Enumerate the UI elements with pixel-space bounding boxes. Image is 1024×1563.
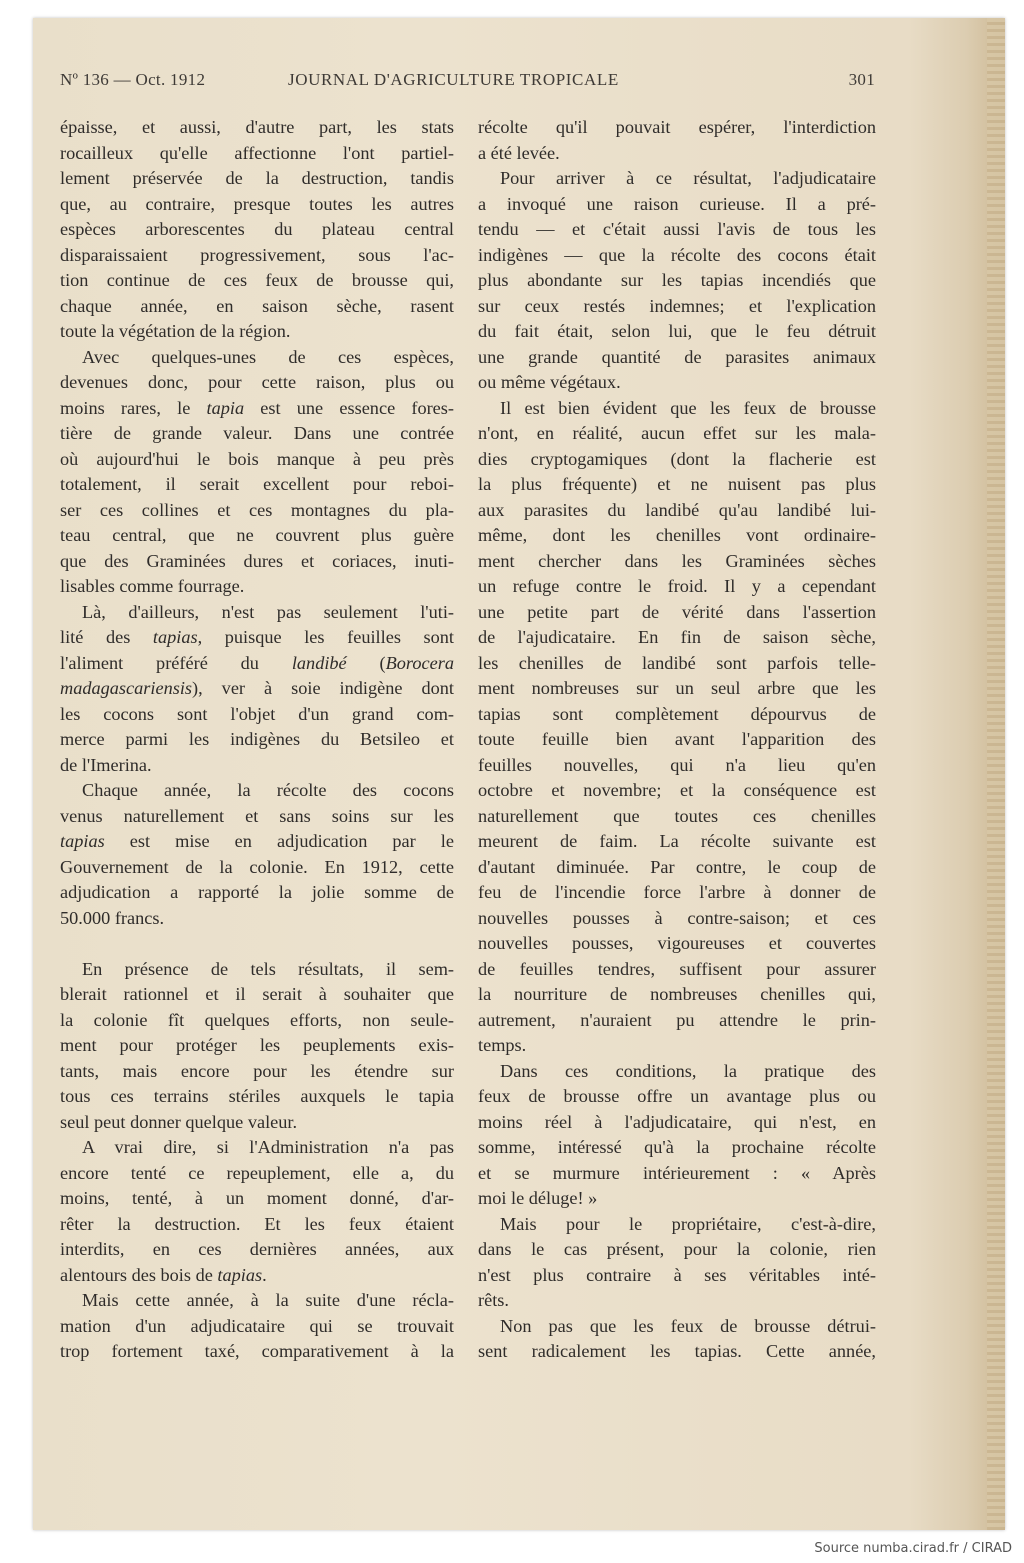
text-line: feuilles nouvelles, qui n'a lieu qu'en bbox=[478, 754, 876, 775]
paragraph bbox=[478, 1059, 876, 1212]
column-left bbox=[60, 115, 454, 1365]
text-line: où aujourd'hui le bois manque à peu près bbox=[60, 448, 454, 469]
italic-term: madagascariensis bbox=[60, 678, 193, 698]
text-line: meurent de faim. La récolte suivante est bbox=[478, 831, 876, 851]
text-line: En présence de tels résultats, il sem- bbox=[82, 958, 454, 979]
text-line: A vrai dire, si l'Administration n'a pas bbox=[82, 1137, 454, 1157]
text-line: épaisse, et aussi, d'autre part, les stats bbox=[60, 117, 454, 137]
text-line: Mais cette année, à la suite d'une récla- bbox=[82, 1290, 454, 1310]
text-line: temps. bbox=[478, 1035, 527, 1055]
text-line: ment nombreuses sur un seul arbre que les bbox=[478, 678, 876, 698]
text-line: moi le déluge! » bbox=[478, 1188, 598, 1208]
text-line: ser ces collines et ces montagnes du pla- bbox=[60, 499, 454, 520]
text-line: Non pas que les feux de brousse détrui- bbox=[500, 1315, 876, 1336]
text-line: teau central, que ne couvrent plus guère bbox=[60, 525, 454, 545]
paragraph bbox=[478, 115, 876, 166]
text-line: blerait rationnel et il serait à souhaiter que bbox=[60, 984, 454, 1004]
text-line: rocailleux qu'elle affectionne l'ont partiel- bbox=[60, 142, 454, 163]
text-line: merce parmi les indigènes du Betsileo et bbox=[60, 729, 454, 749]
text-line: sent radicalement les tapias. Cette année, bbox=[478, 1341, 876, 1361]
text-line: moins réel à l'adjudicataire, qui n'est, en bbox=[478, 1111, 876, 1132]
text-line: n'ont, en réalité, aucun effet sur les mala- bbox=[478, 423, 876, 443]
paragraph bbox=[60, 1288, 454, 1365]
text-line: une petite part de vérité dans l'assertion bbox=[478, 601, 876, 622]
paragraph bbox=[60, 1135, 454, 1288]
italic-term: tapias bbox=[152, 627, 198, 647]
text-line: devenues donc, pour cette raison, plus ou bbox=[60, 372, 454, 392]
issue-label: Nº 136 — Oct. 1912 bbox=[60, 70, 206, 89]
text-line: tous ces terrains stériles auxquels le tapia bbox=[60, 1086, 454, 1106]
text-line: trop fortement taxé, comparativement à la bbox=[60, 1341, 454, 1361]
text-line: lité des tapias, puisque les feuilles sont bbox=[60, 627, 454, 647]
text-line: récolte qu'il pouvait espérer, l'interdiction bbox=[478, 117, 876, 137]
text-line: Dans ces conditions, la pratique des bbox=[500, 1060, 876, 1081]
text-line: sur ceux restés indemnes; et l'explication bbox=[478, 295, 876, 316]
paragraph bbox=[478, 396, 876, 1059]
text-line: somme, intéressé qu'à la prochaine récolte bbox=[478, 1137, 876, 1157]
text-line: disparaissaient progressivement, sous l'ac- bbox=[60, 244, 454, 265]
text-line: que, au contraire, presque toutes les autres bbox=[60, 193, 454, 214]
source-credit: Source numba.cirad.fr / CIRAD bbox=[814, 1541, 1012, 1556]
text-line: tion continue de ces feux de brousse qui, bbox=[60, 270, 454, 290]
text-line: ment chercher dans les Graminées sèches bbox=[478, 550, 876, 571]
text-line: nouvelles pousses à contre-saison; et ces bbox=[478, 907, 876, 928]
text-line: totalement, il serait excellent pour reboi- bbox=[60, 474, 454, 494]
text-line: les chenilles de landibé sont parfois telle- bbox=[478, 652, 876, 673]
text-line: interdits, en ces dernières années, aux bbox=[60, 1239, 454, 1259]
text-line: indigènes — que la récolte des cocons était bbox=[478, 244, 876, 265]
paragraph bbox=[60, 345, 454, 600]
paragraph bbox=[60, 115, 454, 345]
text-line: Gouvernement de la colonie. En 1912, cette bbox=[60, 856, 454, 877]
text-line: lisables comme fourrage. bbox=[60, 576, 245, 596]
text-line: seul peut donner quelque valeur. bbox=[60, 1111, 298, 1132]
text-line: adjudication a rapporté la jolie somme de bbox=[60, 882, 454, 902]
text-line: tapias est mise en adjudication par le bbox=[60, 831, 454, 851]
running-header bbox=[60, 70, 875, 96]
text-line: tière de grande valeur. Dans une contrée bbox=[60, 423, 454, 443]
text-line: toute feuille bien avant l'apparition des bbox=[478, 729, 876, 749]
text-line: une grande quantité de parasites animaux bbox=[478, 346, 876, 367]
paragraph-gap bbox=[60, 931, 454, 957]
text-line: tendu — et c'était aussi l'avis de tous les bbox=[478, 219, 876, 239]
text-line: lement préservée de la destruction, tandis bbox=[60, 168, 454, 188]
text-line: que des Graminées dures et coriaces, inuti- bbox=[60, 550, 454, 571]
text-line: ment pour protéger les peuplements exis- bbox=[60, 1035, 454, 1055]
paragraph bbox=[60, 957, 454, 1136]
text-line: de l'Imerina. bbox=[60, 754, 152, 775]
text-line: moins rares, le tapia est une essence fores- bbox=[60, 397, 454, 418]
text-line: moins, tenté, à un moment donné, d'ar- bbox=[60, 1188, 454, 1208]
text-line: rêter la destruction. Et les feux étaient bbox=[60, 1213, 454, 1234]
text-line: plus abondante sur les tapias incendiés que bbox=[478, 270, 876, 290]
text-line: Avec quelques-unes de ces espèces, bbox=[82, 346, 454, 367]
text-line: 50.000 francs. bbox=[60, 907, 165, 928]
text-line: les cocons sont l'objet d'un grand com- bbox=[60, 703, 454, 724]
text-line: Pour arriver à ce résultat, l'adjudicataire bbox=[500, 168, 876, 188]
text-line: de l'ajudicataire. En fin de saison sèche, bbox=[478, 627, 876, 647]
text-line: même, dont les chenilles vont ordinaire- bbox=[478, 525, 876, 545]
text-line: l'aliment préféré du landibé (Borocera bbox=[60, 652, 454, 673]
text-line: n'est plus contraire à ses véritables inté- bbox=[478, 1264, 876, 1285]
italic-term: Borocera bbox=[385, 652, 454, 673]
text-line: espèces arborescentes du plateau central bbox=[60, 219, 454, 239]
text-line: du fait était, selon lui, que le feu détruit bbox=[478, 321, 876, 341]
text-line: dies cryptogamiques (dont la flacherie est bbox=[478, 448, 876, 469]
text-line: octobre et novembre; et la conséquence est bbox=[478, 780, 876, 800]
italic-term: tapias bbox=[217, 1264, 263, 1285]
text-line: naturellement que toutes ces chenilles bbox=[478, 805, 876, 826]
paragraph bbox=[60, 778, 454, 931]
text-line: a invoqué une raison curieuse. Il a pré- bbox=[478, 193, 876, 214]
text-line: un refuge contre le froid. Il y a cependant bbox=[478, 576, 876, 596]
italic-term: tapia bbox=[206, 397, 245, 418]
text-line: chaque année, en saison sèche, rasent bbox=[60, 295, 454, 316]
text-line: venus naturellement et sans soins sur les bbox=[60, 805, 454, 826]
text-line: feu de l'incendie force l'arbre à donner de bbox=[478, 882, 876, 902]
text-line: tapias sont complètement dépourvus de bbox=[478, 703, 876, 724]
text-line: la colonie fît quelques efforts, non seule- bbox=[60, 1009, 454, 1030]
paragraph bbox=[478, 166, 876, 396]
italic-term: tapias bbox=[60, 831, 105, 851]
text-line: a été levée. bbox=[478, 142, 560, 163]
text-line: aux parasites du landibé qu'au landibé lui- bbox=[478, 499, 876, 520]
text-line: encore tenté ce repeuplement, elle a, du bbox=[60, 1162, 454, 1183]
column-right bbox=[478, 115, 876, 1365]
text-line: ou même végétaux. bbox=[478, 372, 621, 392]
italic-term: landibé bbox=[291, 652, 347, 673]
text-line: nouvelles pousses, vigoureuses et couvertes bbox=[478, 933, 876, 953]
text-line: Mais pour le propriétaire, c'est-à-dire, bbox=[500, 1213, 876, 1234]
text-line: autrement, n'auraient pu attendre le prin- bbox=[478, 1009, 876, 1030]
text-line: madagascariensis), ver à soie indigène dont bbox=[60, 678, 454, 698]
page-number: 301 bbox=[848, 70, 875, 89]
text-line: dans le cas présent, pour la colonie, rien bbox=[478, 1239, 876, 1259]
journal-title: JOURNAL D'AGRICULTURE TROPICALE bbox=[288, 70, 619, 89]
text-line: Il est bien évident que les feux de brousse bbox=[500, 397, 876, 418]
paragraph bbox=[478, 1314, 876, 1365]
text-line: toute la végétation de la région. bbox=[60, 321, 291, 341]
text-line: tants, mais encore pour les étendre sur bbox=[60, 1060, 454, 1081]
text-line: rêts. bbox=[478, 1290, 509, 1310]
text-line: Là, d'ailleurs, n'est pas seulement l'uti- bbox=[82, 601, 454, 622]
text-line: d'autant diminuée. Par contre, le coup de bbox=[478, 856, 876, 877]
text-line: la plus fréquente) et ne nuisent pas plus bbox=[478, 474, 876, 494]
text-line: mation d'un adjudicataire qui se trouvait bbox=[60, 1315, 454, 1336]
page-edge bbox=[987, 18, 1005, 1530]
paragraph bbox=[478, 1212, 876, 1314]
text-line: et se murmure intérieurement : « Après bbox=[478, 1162, 876, 1183]
text-line: la nourriture de nombreuses chenilles qui, bbox=[478, 984, 876, 1004]
text-line: alentours des bois de tapias. bbox=[60, 1264, 267, 1285]
text-line: Chaque année, la récolte des cocons bbox=[82, 780, 454, 800]
paragraph bbox=[60, 600, 454, 779]
text-line: de feuilles tendres, suffisent pour assurer bbox=[478, 958, 876, 979]
text-line: feux de brousse offre un avantage plus ou bbox=[478, 1086, 876, 1106]
